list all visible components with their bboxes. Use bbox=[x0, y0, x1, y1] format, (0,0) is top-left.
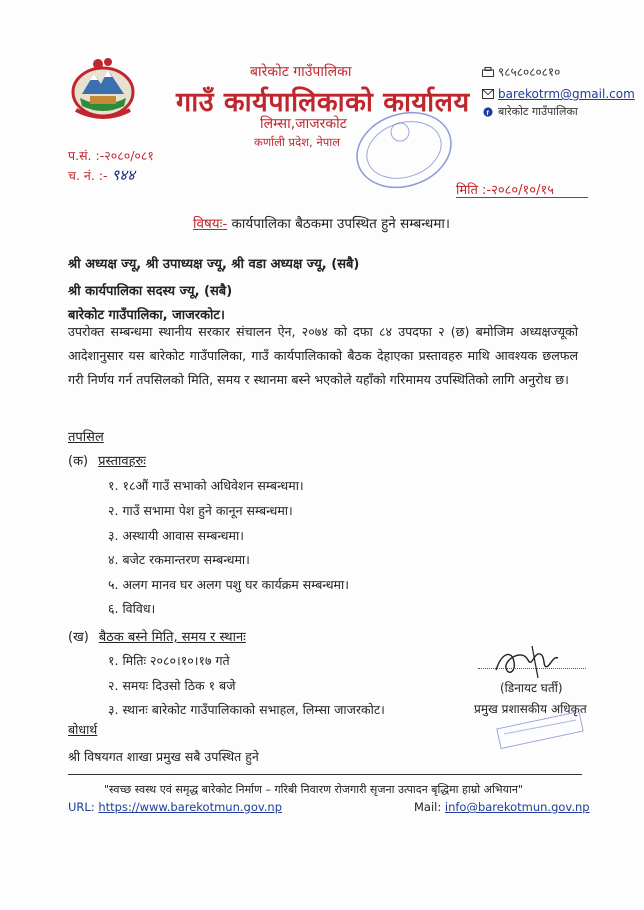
website-link[interactable]: https://www.barekotmun.gov.np bbox=[98, 800, 283, 814]
signer-designation: प्रमुख प्रशासकीय अधिकृत bbox=[474, 702, 587, 716]
subject-text: कार्यपालिका बैठकमा उपस्थित हुने सम्बन्धमा। bbox=[231, 216, 451, 232]
subject-line bbox=[193, 214, 450, 232]
facebook-page[interactable]: बारेकोट गाउँपालिका bbox=[498, 105, 578, 118]
url-label: URL: bbox=[68, 800, 95, 814]
fiscal-value: २०८०/०८१ bbox=[104, 148, 154, 163]
date-label: मिति :- bbox=[456, 183, 492, 198]
footer-mail bbox=[414, 800, 590, 814]
letter-date bbox=[456, 180, 554, 198]
fax-phone-icon bbox=[482, 67, 494, 77]
phone-contact bbox=[482, 63, 560, 80]
nepal-emblem-icon bbox=[68, 52, 138, 122]
proposal-item: ५. अलग मानव घर अलग पशु घर कार्यक्रम सम्बन्धमा। bbox=[108, 577, 349, 592]
recipient-line: श्री कार्यपालिका सदस्य ज्यू, (सबै) bbox=[68, 284, 233, 299]
section-kha-heading bbox=[68, 627, 246, 645]
designation-stamp bbox=[480, 712, 590, 752]
recipient-line: श्री अध्यक्ष ज्यू, श्री उपाध्यक्ष ज्यू, श्री वडा अध्यक्ष ज्यू, (सबै) bbox=[68, 257, 360, 272]
proposal-item: ४. बजेट रकमान्तरण सम्बन्धमा। bbox=[108, 552, 250, 567]
section-ka-title: प्रस्तावहरुः bbox=[98, 454, 146, 469]
body-paragraph: उपरोक्त सम्बन्धमा स्थानीय सरकार संचालन ऐन, २०७४ को दफा ८४ उपदफा २ (छ) बमोजिम अध्यक्षज्यूको आदेशानुसार यस बारेकोट गाउँपालिका, गाउँ कार्यपालिकाको बैठक देहाएका प्रस्तावहरु माथि आवश्यक छलफल गरी निर्णय गर्न तपसिलको मिति, समय र स्थानमा बस्ने भएकोले यहाँको गरिमामय उपस्थितिको लागि अनुरोध छ। bbox=[68, 324, 578, 387]
section-kha-label: (ख) bbox=[68, 630, 89, 645]
date-value: २०८०/१०/१५ bbox=[491, 183, 554, 198]
proposal-item: ३. अस्थायी आवास सम्बन्धमा। bbox=[108, 528, 244, 543]
meeting-detail: १. मितिः २०८०।१०।१७ गते bbox=[108, 653, 230, 668]
envelope-icon bbox=[482, 89, 494, 99]
cc-line: श्री विषयगत शाखा प्रमुख सबै उपस्थित हुने bbox=[68, 749, 259, 764]
svg-text:f: f bbox=[486, 109, 489, 117]
tapasil-heading: तपसिल bbox=[68, 430, 104, 445]
meeting-detail: ३. स्थानः बारेकोट गाउँपालिकाको सभाहल, लिम्सा जाजरकोट। bbox=[108, 702, 385, 717]
phone-number: ९८५८०८०८१० bbox=[498, 65, 561, 79]
office-round-stamp bbox=[352, 110, 456, 190]
dispatch-label: च. नं. :- bbox=[68, 168, 108, 183]
office-address: लिम्सा,जाजरकोट bbox=[260, 116, 347, 132]
mail-label: Mail: bbox=[414, 800, 442, 814]
facebook-contact[interactable] bbox=[482, 104, 578, 119]
proposal-item: ६. विविध। bbox=[108, 601, 156, 616]
fiscal-year-ref bbox=[68, 147, 154, 164]
section-ka-label: (क) bbox=[68, 454, 89, 469]
subject-label: विषयः- bbox=[193, 216, 228, 232]
fiscal-label: प.सं. :- bbox=[68, 148, 105, 163]
section-kha-title: बैठक बस्ने मिति, समय र स्थानः bbox=[98, 630, 246, 645]
dispatch-ref bbox=[68, 165, 135, 185]
office-province: कर्णाली प्रदेश, नेपाल bbox=[254, 135, 341, 149]
signer-name: (डिनायट घर्ती) bbox=[500, 681, 563, 695]
meeting-detail: २. समयः दिउसो ठिक १ बजे bbox=[108, 678, 236, 693]
org-name: बारेकोट गाउँपालिका bbox=[250, 64, 352, 80]
office-title: गाउँ कार्यपालिकाको कार्यालय bbox=[176, 87, 470, 118]
footer-slogan: "स्वच्छ स्वस्थ एवं समृद्ध बारेकोट निर्माण – गरिबी निवारण रोजगारी सृजना उत्पादन बृद्धिमा हाम्रो अभियान" bbox=[104, 783, 523, 796]
section-ka-heading bbox=[68, 451, 146, 469]
proposal-item: १. १८औं गाउँ सभाको अधिवेशन सम्बन्धमा। bbox=[108, 478, 304, 493]
footer-url bbox=[68, 800, 282, 814]
facebook-icon bbox=[482, 107, 494, 117]
dispatch-number: ९४४ bbox=[111, 166, 135, 184]
email-address[interactable]: barekotrm@gmail.com bbox=[498, 87, 635, 101]
footer-divider bbox=[68, 774, 582, 775]
recipient-line: बारेकोट गाउँपालिका, जाजरकोट। bbox=[68, 308, 225, 323]
mail-link[interactable]: info@barekotmun.gov.np bbox=[444, 800, 590, 814]
email-contact[interactable] bbox=[482, 87, 635, 101]
signature-line bbox=[478, 668, 586, 669]
date-underline bbox=[456, 197, 588, 198]
cc-heading: बोधार्थ bbox=[68, 722, 98, 737]
proposal-item: २. गाउँ सभामा पेश हुने कानून सम्बन्धमा। bbox=[108, 503, 293, 518]
